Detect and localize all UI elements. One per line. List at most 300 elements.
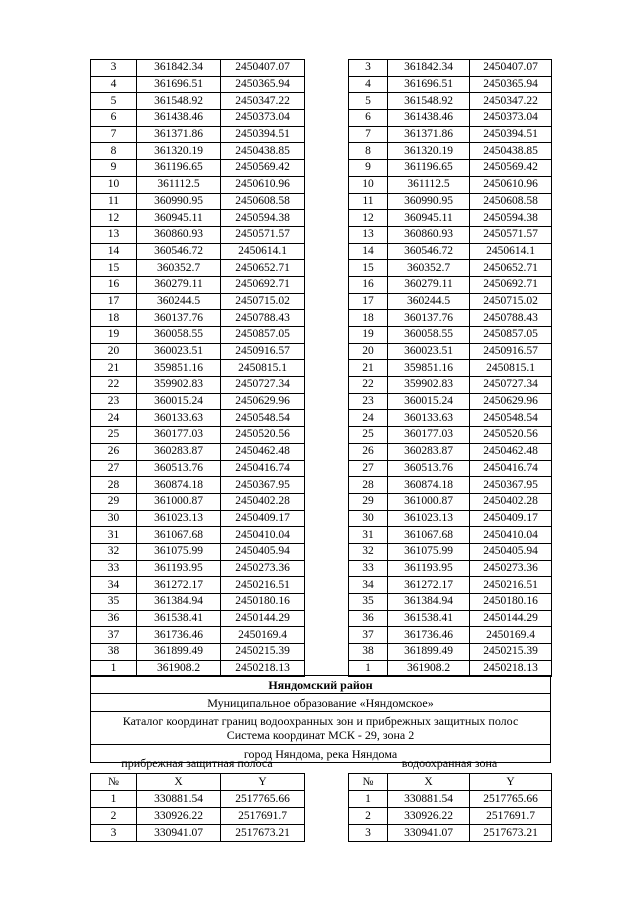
point-number-cell: 37: [349, 627, 388, 644]
table-row: [91, 93, 305, 110]
table-row: [349, 160, 552, 177]
point-number-cell: 14: [91, 243, 137, 260]
point-number-cell: 19: [349, 327, 388, 344]
table-row: [91, 343, 305, 360]
table-row: [349, 627, 552, 644]
point-number-cell: 22: [91, 377, 137, 394]
coordinate-y-cell: 2450367.95: [221, 477, 305, 494]
coordinate-y-cell: 2450857.05: [470, 327, 552, 344]
coordinate-x-cell: 361438.46: [137, 110, 221, 127]
coordinate-y-cell: 2450144.29: [221, 610, 305, 627]
point-number-cell: 6: [91, 110, 137, 127]
table-row: [349, 360, 552, 377]
table-row: [349, 610, 552, 627]
coordinate-y-cell: 2450857.05: [221, 327, 305, 344]
coordinate-x-cell: 360874.18: [388, 477, 470, 494]
coordinate-y-cell: 2450416.74: [470, 460, 552, 477]
point-number-cell: 21: [349, 360, 388, 377]
point-number-cell: 35: [91, 594, 137, 611]
point-number-cell: 11: [349, 193, 388, 210]
coordinate-y-cell: 2450409.17: [470, 510, 552, 527]
table-row: [349, 327, 552, 344]
coordinate-x-cell: 361538.41: [137, 610, 221, 627]
table-row: [349, 393, 552, 410]
table-row: [349, 443, 552, 460]
point-number-cell: 27: [91, 460, 137, 477]
point-number-cell: 37: [91, 627, 137, 644]
coordinate-x-cell: 330926.22: [388, 808, 470, 825]
point-number-cell: 38: [91, 644, 137, 661]
coordinate-y-cell: 2450416.74: [221, 460, 305, 477]
coordinate-x-cell: 360177.03: [137, 427, 221, 444]
coordinate-x-cell: 359902.83: [137, 377, 221, 394]
coordinate-y-cell: 2450405.94: [470, 543, 552, 560]
coordinate-y-cell: 2517673.21: [221, 825, 305, 842]
table-row: [349, 260, 552, 277]
coordinate-y-cell: 2450788.43: [470, 310, 552, 327]
table-row: [349, 577, 552, 594]
point-number-cell: 29: [349, 493, 388, 510]
coordinate-x-cell: 361112.5: [388, 176, 470, 193]
coordinate-x-cell: 360874.18: [137, 477, 221, 494]
coordinate-x-cell: 360058.55: [388, 327, 470, 344]
coordinate-y-cell: 2450410.04: [470, 527, 552, 544]
coordinate-y-cell: 2450629.96: [470, 393, 552, 410]
point-number-cell: 25: [349, 427, 388, 444]
point-number-cell: 19: [91, 327, 137, 344]
table-row: [91, 825, 305, 842]
point-number-cell: 35: [349, 594, 388, 611]
coordinate-y-cell: 2450438.85: [221, 143, 305, 160]
coordinate-y-cell: 2450594.38: [470, 210, 552, 227]
coordinate-y-cell: 2450347.22: [470, 93, 552, 110]
coordinate-x-cell: 361548.92: [137, 93, 221, 110]
point-number-cell: 1: [91, 791, 137, 808]
point-number-cell: 28: [349, 477, 388, 494]
table-row: [349, 176, 552, 193]
point-number-cell: 5: [91, 93, 137, 110]
table-row: [91, 76, 305, 93]
point-number-cell: 7: [349, 126, 388, 143]
table-row: [91, 410, 305, 427]
point-number-cell: 26: [349, 443, 388, 460]
point-number-cell: 25: [91, 427, 137, 444]
coordinate-y-cell: 2450608.58: [470, 193, 552, 210]
coastal-strip-table-body: [91, 791, 305, 842]
point-number-cell: 1: [91, 660, 137, 677]
coordinate-x-cell: 361384.94: [388, 594, 470, 611]
coordinate-x-cell: 361272.17: [137, 577, 221, 594]
coordinate-y-cell: 2450652.71: [470, 260, 552, 277]
table-row: [91, 443, 305, 460]
table-row: [349, 210, 552, 227]
table-row: [349, 560, 552, 577]
coordinate-x-cell: 360279.11: [388, 276, 470, 293]
point-number-cell: 23: [91, 393, 137, 410]
coordinate-x-cell: 361320.19: [388, 143, 470, 160]
table-row: [349, 110, 552, 127]
coordinate-x-cell: 360279.11: [137, 276, 221, 293]
coordinate-x-cell: 360283.87: [388, 443, 470, 460]
coordinate-y-cell: 2450407.07: [221, 60, 305, 77]
coordinate-y-cell: 2517765.66: [470, 791, 552, 808]
point-number-cell: 27: [349, 460, 388, 477]
point-number-cell: 34: [91, 577, 137, 594]
table-row: [91, 327, 305, 344]
coordinate-y-cell: 2450692.71: [470, 276, 552, 293]
table-row: [349, 60, 552, 77]
coordinate-x-cell: 360860.93: [137, 226, 221, 243]
location-title: город Няндома, река Няндома: [91, 745, 551, 763]
coordinate-x-cell: 361193.95: [137, 560, 221, 577]
point-number-cell: 8: [349, 143, 388, 160]
coordinate-y-cell: 2450715.02: [221, 293, 305, 310]
table-row: [349, 510, 552, 527]
point-number-cell: 11: [91, 193, 137, 210]
point-number-cell: 9: [91, 160, 137, 177]
table-row: [91, 577, 305, 594]
table-row: [349, 226, 552, 243]
coordinate-y-cell: 2450373.04: [470, 110, 552, 127]
point-number-cell: 3: [349, 825, 388, 842]
point-number-cell: 1: [349, 660, 388, 677]
point-number-cell: 24: [349, 410, 388, 427]
point-number-cell: 22: [349, 377, 388, 394]
coordinate-x-cell: 360058.55: [137, 327, 221, 344]
coordinate-y-cell: 2450365.94: [221, 76, 305, 93]
coordinate-y-cell: 2450629.96: [221, 393, 305, 410]
table-row: [91, 210, 305, 227]
table-row: [349, 460, 552, 477]
coordinate-x-cell: 361384.94: [137, 594, 221, 611]
table-row: [91, 644, 305, 661]
point-number-cell: 12: [91, 210, 137, 227]
point-number-cell: 15: [349, 260, 388, 277]
municipality-title: Муниципальное образование «Няндомское»: [91, 694, 551, 712]
coordinate-x-cell: 361538.41: [388, 610, 470, 627]
coordinate-y-cell: 2450727.34: [221, 377, 305, 394]
point-number-cell: 6: [349, 110, 388, 127]
coordinate-y-cell: 2450215.39: [470, 644, 552, 661]
coordinate-x-cell: 361067.68: [137, 527, 221, 544]
table-row: [91, 510, 305, 527]
coordinate-x-cell: 361696.51: [388, 76, 470, 93]
coordinate-x-cell: 361899.49: [137, 644, 221, 661]
coordinates-table-right: [348, 59, 552, 677]
coordinate-x-cell: 361112.5: [137, 176, 221, 193]
point-number-cell: 18: [91, 310, 137, 327]
table-row: [349, 493, 552, 510]
column-header-x: X: [388, 774, 470, 791]
water-protection-zone-subtitle: водоохранная зона: [401, 756, 498, 770]
coordinate-y-cell: 2450347.22: [221, 93, 305, 110]
coordinate-y-cell: 2450520.56: [221, 427, 305, 444]
coordinate-x-cell: 330926.22: [137, 808, 221, 825]
column-header-x: X: [137, 774, 221, 791]
table-row: [91, 594, 305, 611]
coordinate-y-cell: 2450520.56: [470, 427, 552, 444]
coordinate-y-cell: 2450610.96: [221, 176, 305, 193]
coordinate-x-cell: 360860.93: [388, 226, 470, 243]
coordinate-y-cell: 2450815.1: [470, 360, 552, 377]
table-row: [91, 377, 305, 394]
table-row: [91, 110, 305, 127]
point-number-cell: 21: [91, 360, 137, 377]
coordinate-y-cell: 2450373.04: [221, 110, 305, 127]
coastal-strip-table: [90, 773, 305, 842]
table-row: [91, 808, 305, 825]
point-number-cell: 12: [349, 210, 388, 227]
coordinate-x-cell: 360137.76: [137, 310, 221, 327]
coordinate-y-cell: 2450715.02: [470, 293, 552, 310]
coordinate-y-cell: 2450815.1: [221, 360, 305, 377]
table-row: [349, 644, 552, 661]
coordinate-x-cell: 361842.34: [388, 60, 470, 77]
point-number-cell: 33: [91, 560, 137, 577]
coordinate-y-cell: 2450569.42: [221, 160, 305, 177]
coordinate-x-cell: 361023.13: [388, 510, 470, 527]
catalog-title: [91, 712, 551, 745]
coordinate-x-cell: 330881.54: [388, 791, 470, 808]
point-number-cell: 3: [349, 60, 388, 77]
table-row: [91, 360, 305, 377]
coordinate-y-cell: 2450916.57: [221, 343, 305, 360]
point-number-cell: 13: [349, 226, 388, 243]
column-header-y: Y: [221, 774, 305, 791]
coordinate-x-cell: 360133.63: [388, 410, 470, 427]
point-number-cell: 38: [349, 644, 388, 661]
catalog-title-line1: Каталог координат границ водоохранных зон и прибрежных защитных полос: [122, 714, 519, 728]
point-number-cell: 17: [349, 293, 388, 310]
coordinate-x-cell: 330881.54: [137, 791, 221, 808]
table-row: [91, 226, 305, 243]
coordinate-x-cell: 361371.86: [388, 126, 470, 143]
point-number-cell: 10: [91, 176, 137, 193]
coordinate-y-cell: 2450169.4: [470, 627, 552, 644]
water-protection-zone-table: [348, 773, 552, 842]
coordinates-table-left-body: [91, 60, 305, 677]
point-number-cell: 4: [91, 76, 137, 93]
point-number-cell: 31: [349, 527, 388, 544]
table-row: [91, 160, 305, 177]
coordinate-y-cell: 2450218.13: [221, 660, 305, 677]
table-row: [349, 791, 552, 808]
coordinate-y-cell: 2450548.54: [221, 410, 305, 427]
coordinate-y-cell: 2450438.85: [470, 143, 552, 160]
table-row: [349, 343, 552, 360]
coordinate-x-cell: 361736.46: [137, 627, 221, 644]
point-number-cell: 16: [91, 276, 137, 293]
coordinate-x-cell: 361908.2: [137, 660, 221, 677]
coordinate-x-cell: 361000.87: [388, 493, 470, 510]
coordinate-y-cell: 2450727.34: [470, 377, 552, 394]
coordinate-y-cell: 2450365.94: [470, 76, 552, 93]
table-row: [91, 393, 305, 410]
coordinate-y-cell: 2450692.71: [221, 276, 305, 293]
water-protection-zone-table-body: [349, 791, 552, 842]
table-row: [349, 527, 552, 544]
table-row: [349, 825, 552, 842]
coordinate-y-cell: 2450788.43: [221, 310, 305, 327]
coordinate-x-cell: 360015.24: [388, 393, 470, 410]
coastal-strip-subtitle: прибрежная защитная полоса: [121, 756, 273, 770]
point-number-cell: 26: [91, 443, 137, 460]
coordinate-x-cell: 360546.72: [137, 243, 221, 260]
coordinate-x-cell: 330941.07: [388, 825, 470, 842]
table-row: [349, 126, 552, 143]
coordinate-y-cell: 2517673.21: [470, 825, 552, 842]
coordinate-y-cell: 2450652.71: [221, 260, 305, 277]
table-row: [91, 176, 305, 193]
table-row: [91, 543, 305, 560]
coordinate-x-cell: 360513.76: [388, 460, 470, 477]
table-row: [349, 427, 552, 444]
point-number-cell: 30: [349, 510, 388, 527]
table-row: [349, 377, 552, 394]
table-row: [91, 460, 305, 477]
coordinate-x-cell: 360244.5: [137, 293, 221, 310]
point-number-cell: 32: [91, 543, 137, 560]
coordinate-y-cell: 2450144.29: [470, 610, 552, 627]
table-row: [91, 293, 305, 310]
coordinate-y-cell: 2450410.04: [221, 527, 305, 544]
coordinate-x-cell: 361000.87: [137, 493, 221, 510]
point-number-cell: 20: [91, 343, 137, 360]
point-number-cell: 30: [91, 510, 137, 527]
table-row: [349, 243, 552, 260]
coordinate-y-cell: 2450218.13: [470, 660, 552, 677]
table-row: [91, 477, 305, 494]
coordinate-x-cell: 360990.95: [137, 193, 221, 210]
coordinate-x-cell: 360546.72: [388, 243, 470, 260]
coordinate-y-cell: 2450610.96: [470, 176, 552, 193]
coordinate-y-cell: 2450407.07: [470, 60, 552, 77]
coordinate-y-cell: 2450571.57: [221, 226, 305, 243]
coordinate-y-cell: 2450180.16: [470, 594, 552, 611]
coordinate-y-cell: 2450569.42: [470, 160, 552, 177]
coordinate-x-cell: 359851.16: [137, 360, 221, 377]
table-row: [349, 143, 552, 160]
table-row: [91, 527, 305, 544]
point-number-cell: 20: [349, 343, 388, 360]
point-number-cell: 29: [91, 493, 137, 510]
coordinate-y-cell: 2450462.48: [221, 443, 305, 460]
coordinate-y-cell: 2450571.57: [470, 226, 552, 243]
point-number-cell: 36: [349, 610, 388, 627]
coordinate-x-cell: 360137.76: [388, 310, 470, 327]
coordinate-x-cell: 361075.99: [388, 543, 470, 560]
coordinate-y-cell: 2450180.16: [221, 594, 305, 611]
point-number-cell: 16: [349, 276, 388, 293]
coordinate-y-cell: 2450216.51: [221, 577, 305, 594]
point-number-cell: 18: [349, 310, 388, 327]
coordinate-y-cell: 2450614.1: [221, 243, 305, 260]
coordinate-y-cell: 2450216.51: [470, 577, 552, 594]
point-number-cell: 36: [91, 610, 137, 627]
table-row: [349, 276, 552, 293]
coordinate-x-cell: 360244.5: [388, 293, 470, 310]
coordinate-y-cell: 2517691.7: [470, 808, 552, 825]
coordinate-x-cell: 359902.83: [388, 377, 470, 394]
table-row: [91, 60, 305, 77]
point-number-cell: 28: [91, 477, 137, 494]
table-row: [91, 610, 305, 627]
coordinate-y-cell: 2450594.38: [221, 210, 305, 227]
point-number-cell: 34: [349, 577, 388, 594]
coordinate-x-cell: 360513.76: [137, 460, 221, 477]
point-number-cell: 3: [91, 60, 137, 77]
point-number-cell: 24: [91, 410, 137, 427]
coordinate-x-cell: 360023.51: [137, 343, 221, 360]
table-row: [349, 594, 552, 611]
coordinate-x-cell: 361438.46: [388, 110, 470, 127]
coordinate-y-cell: 2450402.28: [470, 493, 552, 510]
coordinate-x-cell: 360945.11: [388, 210, 470, 227]
coordinate-x-cell: 361196.65: [388, 160, 470, 177]
table-row: [91, 427, 305, 444]
table-row: [91, 260, 305, 277]
table-row: [91, 493, 305, 510]
coordinate-x-cell: 359851.16: [388, 360, 470, 377]
coordinate-x-cell: 361067.68: [388, 527, 470, 544]
table-row: [91, 126, 305, 143]
coordinate-y-cell: 2450462.48: [470, 443, 552, 460]
coordinate-y-cell: 2450273.36: [470, 560, 552, 577]
table-row: [349, 477, 552, 494]
point-number-cell: 8: [91, 143, 137, 160]
coordinate-x-cell: 360990.95: [388, 193, 470, 210]
coordinate-x-cell: 361696.51: [137, 76, 221, 93]
coordinate-x-cell: 361842.34: [137, 60, 221, 77]
coordinate-y-cell: 2517765.66: [221, 791, 305, 808]
coordinate-x-cell: 361272.17: [388, 577, 470, 594]
column-header-y: Y: [470, 774, 552, 791]
table-row: [349, 808, 552, 825]
coordinate-x-cell: 361193.95: [388, 560, 470, 577]
coordinate-x-cell: 360283.87: [137, 443, 221, 460]
coordinate-x-cell: 360352.7: [388, 260, 470, 277]
coordinate-x-cell: 361736.46: [388, 627, 470, 644]
point-number-cell: 2: [91, 808, 137, 825]
coordinate-x-cell: 360015.24: [137, 393, 221, 410]
point-number-cell: 23: [349, 393, 388, 410]
table-row: [91, 243, 305, 260]
table-row: [91, 310, 305, 327]
point-number-cell: 5: [349, 93, 388, 110]
point-number-cell: 1: [349, 791, 388, 808]
table-row: [349, 543, 552, 560]
coordinates-table-left: [90, 59, 305, 677]
section-header-block: [90, 675, 551, 763]
coordinate-x-cell: 361075.99: [137, 543, 221, 560]
coordinate-x-cell: 361548.92: [388, 93, 470, 110]
coordinate-y-cell: 2450614.1: [470, 243, 552, 260]
coordinate-y-cell: 2517691.7: [221, 808, 305, 825]
coordinate-x-cell: 361908.2: [388, 660, 470, 677]
coordinate-x-cell: 361899.49: [388, 644, 470, 661]
point-number-cell: 14: [349, 243, 388, 260]
coordinate-x-cell: 360352.7: [137, 260, 221, 277]
table-row: [91, 560, 305, 577]
table-row: [91, 143, 305, 160]
coordinate-y-cell: 2450215.39: [221, 644, 305, 661]
catalog-title-line2: Система координат МСК - 29, зона 2: [226, 728, 415, 742]
table-row: [349, 293, 552, 310]
point-number-cell: 13: [91, 226, 137, 243]
point-number-cell: 10: [349, 176, 388, 193]
coordinate-y-cell: 2450394.51: [221, 126, 305, 143]
district-title: Няндомский район: [91, 676, 551, 694]
